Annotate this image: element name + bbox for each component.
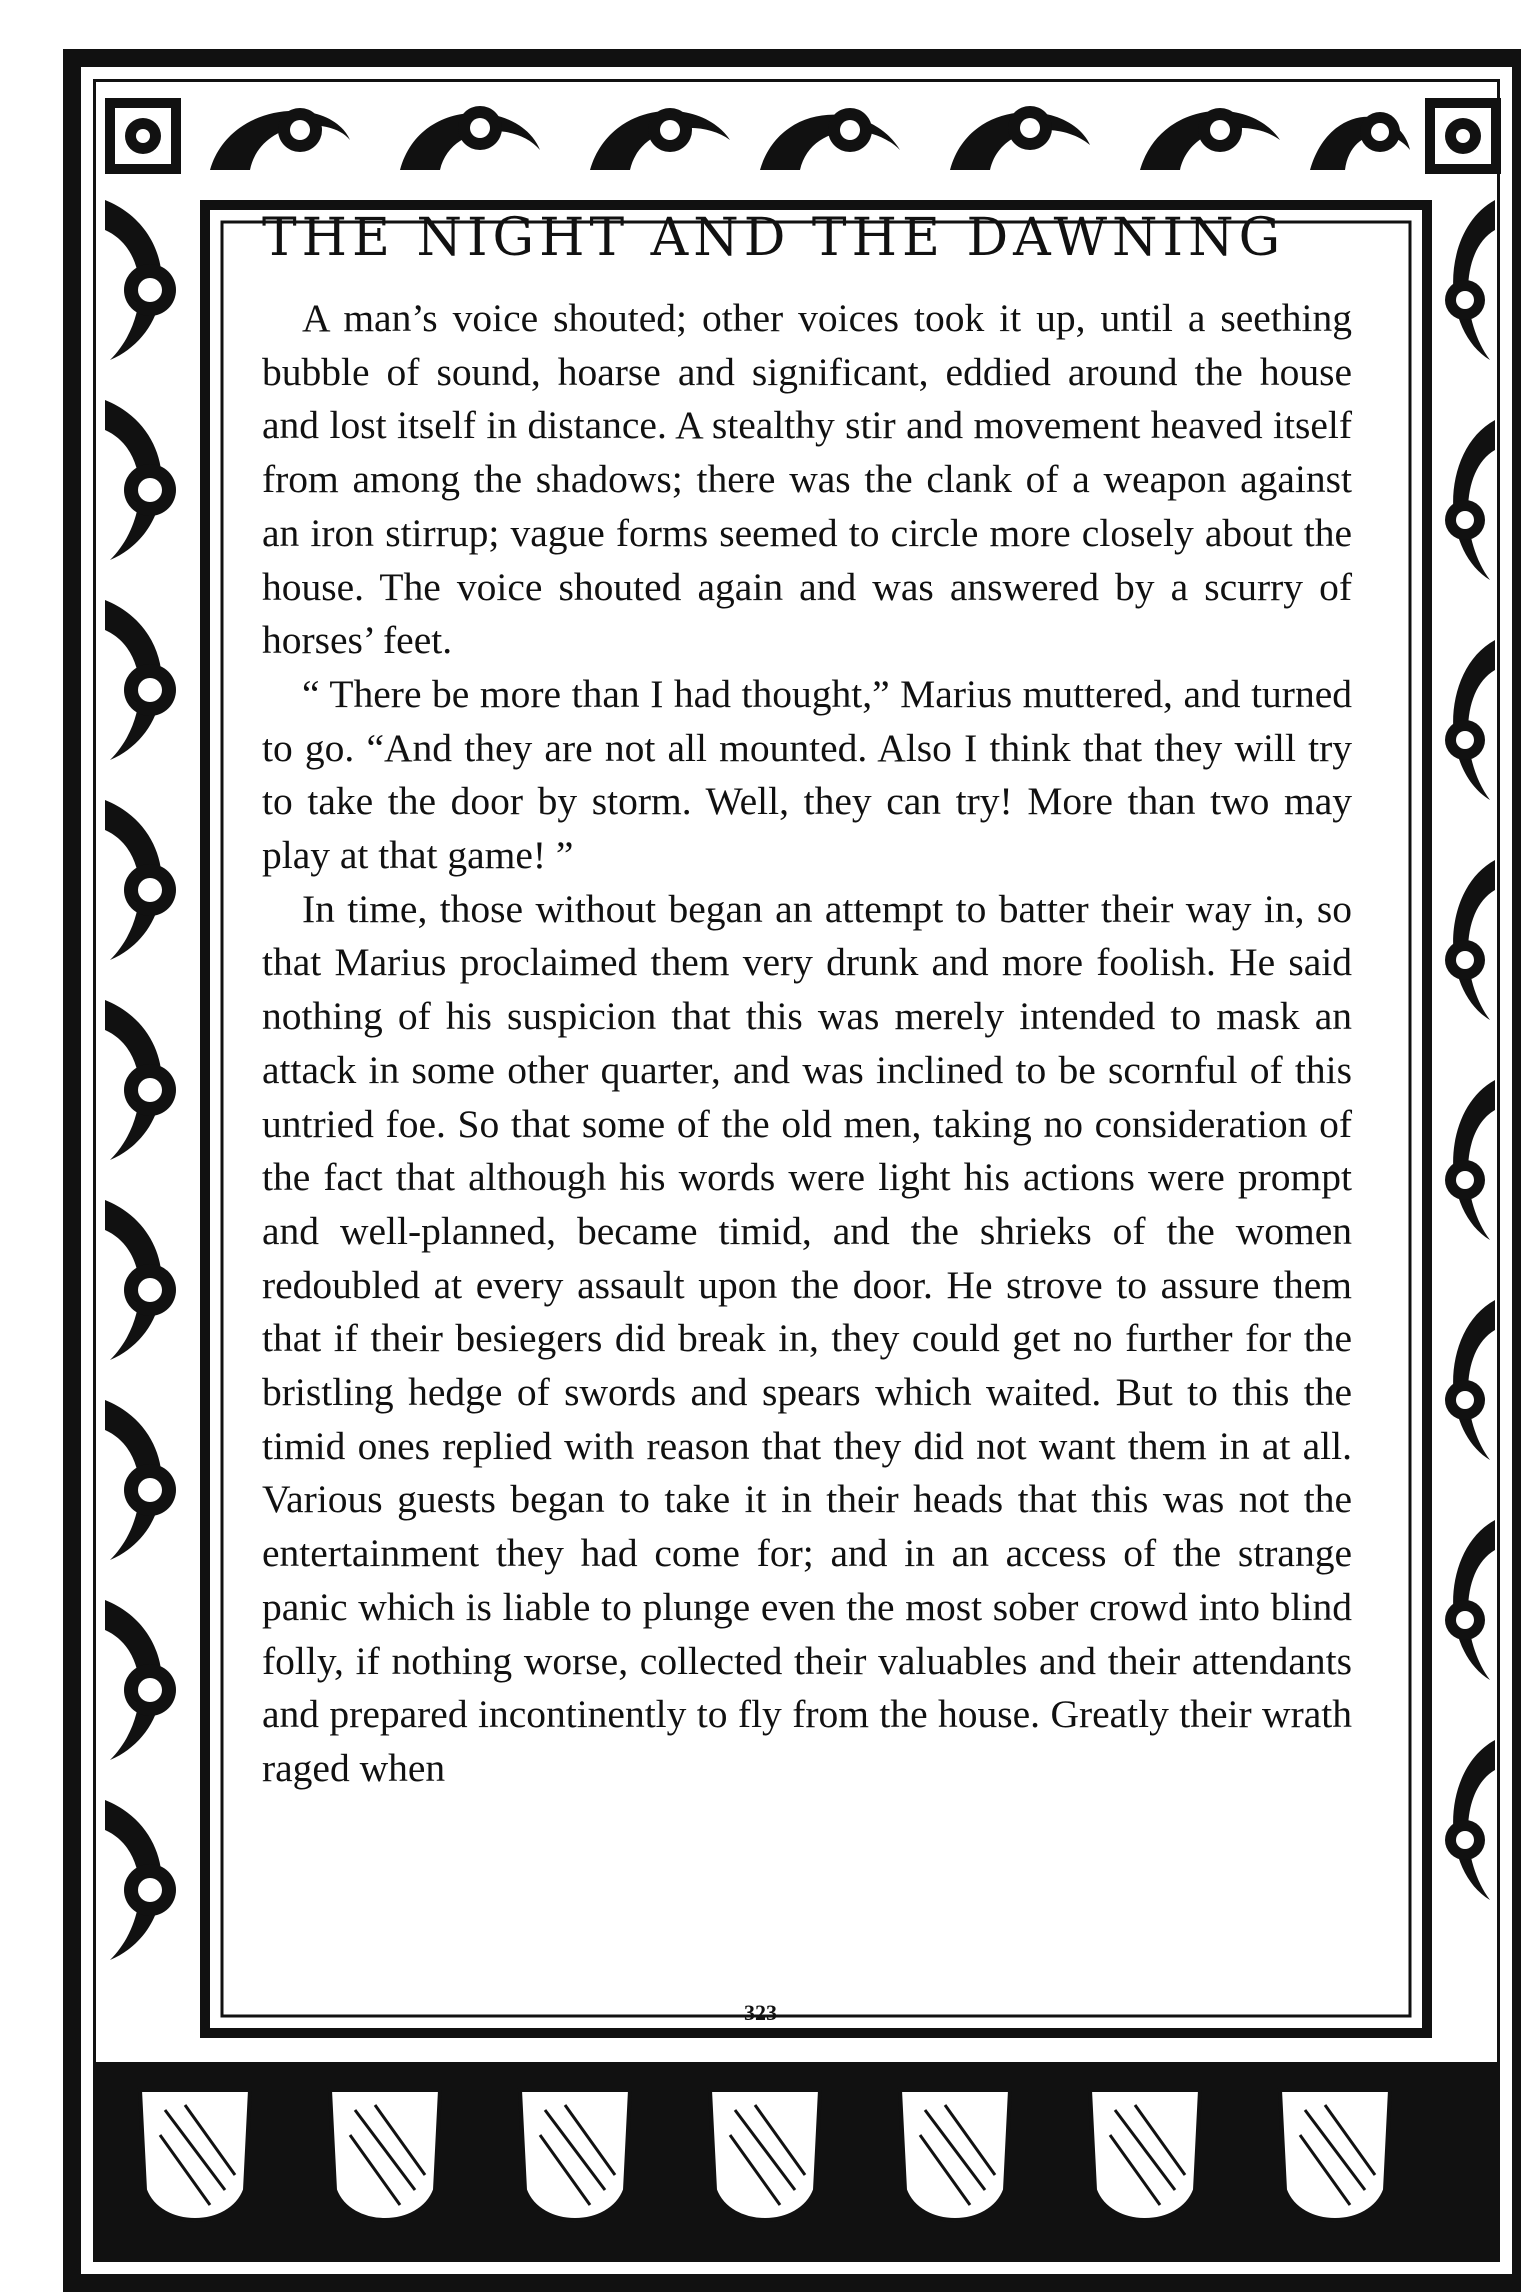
bottom-ornament-band <box>96 2062 1497 2259</box>
page-title: THE NIGHT AND THE DAWNING <box>262 208 1286 268</box>
body-text <box>262 292 1352 1796</box>
right-ornament-band <box>1432 182 1497 2062</box>
paragraph: In time, those without began an attempt to batter their way in, so that Marius proclaimed them very drunk and more foolish. He said nothing of his suspicion that this was merely intended to mask an attack in some other quarter, and was inclined to be scornful of this untried foe. So that some of the old men, taking no consideration of the fact that although his words were light his actions were prompt and well-planned, became timid, and the shrieks of the women redoubled at every assault upon the door. He strove to assure them that if their besiegers did break in, they could get no further for the bristling hedge of swords and spears which waited. But to this the timid ones replied with reason that they did not want them in at all. Various guests began to take it in their heads that this was not the entertainment they had come for; and in an access of the strange panic which is liable to plunge even the most sober crowd into blind folly, if nothing worse, collected their valuables and their attendants and prepared incontinently to fly from the house. Greatly their wrath raged when <box>262 886 1352 1790</box>
left-ornament-band <box>96 182 192 2062</box>
paragraph: “ There be more than I had thought,” Marius muttered, and turned to go. “And they are not all mounted. Also I think that they will try to take the door by storm. Well, they can try! More than two may play at that game! ” <box>262 671 1352 878</box>
paragraph: A man’s voice shouted; other voices took it up, until a seething bubble of sound, hoarse and significant, eddied around the house and lost itself in distance. A stealthy stir and movement heaved itself from among the shadows; there was the clank of a weapon against an iron stirrup; vague forms seemed to circle more closely about the house. The voice shouted again and was answered by a scurry of horses’ feet. <box>262 296 1352 663</box>
top-ornament-band <box>96 82 1501 182</box>
page-number: 323 <box>744 2000 777 2025</box>
